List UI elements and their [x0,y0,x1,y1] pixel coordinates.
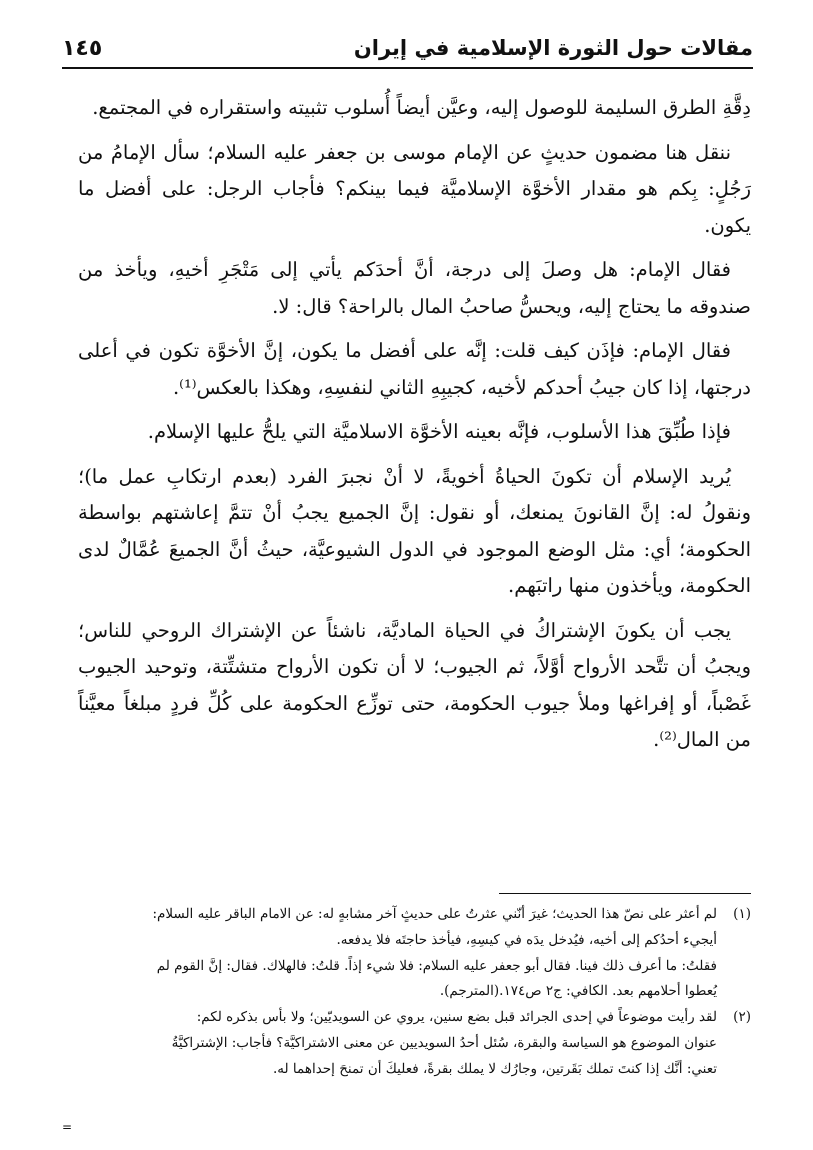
paragraph: دِقَّةِ الطرق السليمة للوصول إليه، وعيَّن أيضاً أُسلوب تثبيته واستقراره في المجتمع. [92,96,751,119]
paragraph: يجب أن يكونَ الإشتراكُ في الحياة الماديَّة، ناشئاً عن الإشتراك الروحي للناس؛ ويجبُ أن تتَّحد الأرواح أوَّلاً، ثم الجيوب؛ لا أن تكون الأرواح متشتِّتة، وتوحيد الجيوب غَصْباً، أو إفراغها وملأ جيوب الحكومة، حتى توزِّع الحكومة على كُلِّ فردٍ مبلغاً معيَّناً من المال⁽²⁾. [78,618,751,751]
header-rule [62,67,753,69]
footnote-line: لم أعثر على نصّ هذا الحديث؛ غيرَ أنّني عثرتُ على حديثٍ آخر مشابهٍ له: عن الامام الباقر عليه السلام: [152,906,717,922]
page-number: ١٤٥ [62,35,103,61]
body-text [78,90,751,767]
footnote-line: تعني: أنَّك إذا كنتَ تملك بَقَرتين، وجارُك لا يملك بقرةً، فعليكَ أن تمنحَ إحداهما له. [273,1060,717,1077]
page-header [62,30,753,66]
footnote-text [80,902,717,1005]
footnote-mark: (١) [733,906,751,922]
footnote-text [80,1005,717,1082]
footnote-2 [80,1005,751,1082]
footnote-line: أيجيء أحدُكم إلى أخيه، فيُدخل يدَه في كيسِهِ، فيأخذ حاجتَه فلا يدفعه. [336,931,717,948]
margin-mark: = [62,1120,73,1134]
footnote-line: لقد رأيت موضوعاً في إحدى الجرائد قبل بضع سنين، يروي عن السويديّين؛ ولا بأس بذكره لكم: [196,1009,717,1026]
paragraph: فقال الإمام: فإذَن كيف قلت: إنَّه على أفضل ما يكون، إنَّ الأخوَّة تكون في أعلى درجتها، إذا كان جيبُ أحدكم لأخيه، كجيبِهِ الثاني لنفسِهِ، وهكذا بالعكس⁽¹⁾. [78,339,751,399]
footnotes [80,902,751,1083]
footnote-line: فقلتُ: ما أعرف ذلك فينا. فقال أبو جعفر عليه السلام: فلا شيء إذاً. قلتُ: فالهلاك. فقال: إنَّ القوم لم [156,957,717,974]
paragraph: فقال الإمام: هل وصلَ إلى درجة، أنَّ أحدَكم يأتي إلى مَتْجَرِ أخيهِ، ويأخذ من صندوقه ما يحتاج إليه، ويحسُّ صاحبُ المال بالراحة؟ قال: لا. [78,258,751,318]
footnote-1 [80,902,751,1005]
paragraph: ننقل هنا مضمون حديثٍ عن الإمام موسى بن جعفر عليه السلام؛ سأل الإمامُ من رَجُلٍ: بِكم هو مقدار الأخوَّة الإسلاميَّة فيما بينكم؟ فأجاب الرجل: على أفضل ما يكون. [78,140,751,237]
paragraph: فإذا طُبِّقَ هذا الأسلوب، فإنَّه بعينه الأخوَّة الاسلاميَّة التي يلحُّ عليها الإسلام. [147,420,731,443]
footnote-mark: (٢) [733,1009,751,1026]
paragraph: يُريد الإسلام أن تكونَ الحياةُ أخويةً، لا أنْ نجبرَ الفرد (بعدم ارتكابِ عمل ما)؛ ونقولُ له: إنَّ القانونَ يمنعك، أو نقول: إنَّ الجميع يجبُ أنْ تتمَّ إعاشتهم بواسطة الحكومة؛ أي: مثل الوضع الموجود في الدول الشيوعيَّة، حيثُ أنَّ الجميعَ عُمَّالٌ لدى الحكومة، ويأخذون منها راتبَهم. [78,464,751,597]
footnote-separator [499,893,751,894]
footnote-line: عنوان الموضوع هو السياسة والبقرة، سُئل أحدُ السويديين عن معنى الاشتراكيَّة؟ فأجاب: الإشتراكيَّةُ [171,1034,717,1051]
footnote-line: يُعطوا أحلامهم بعد. الكافي: ج٢ ص١٧٤.(المترجم). [439,983,717,1000]
running-title: مقالات حول الثورة الإسلامية في إيران [353,36,753,60]
